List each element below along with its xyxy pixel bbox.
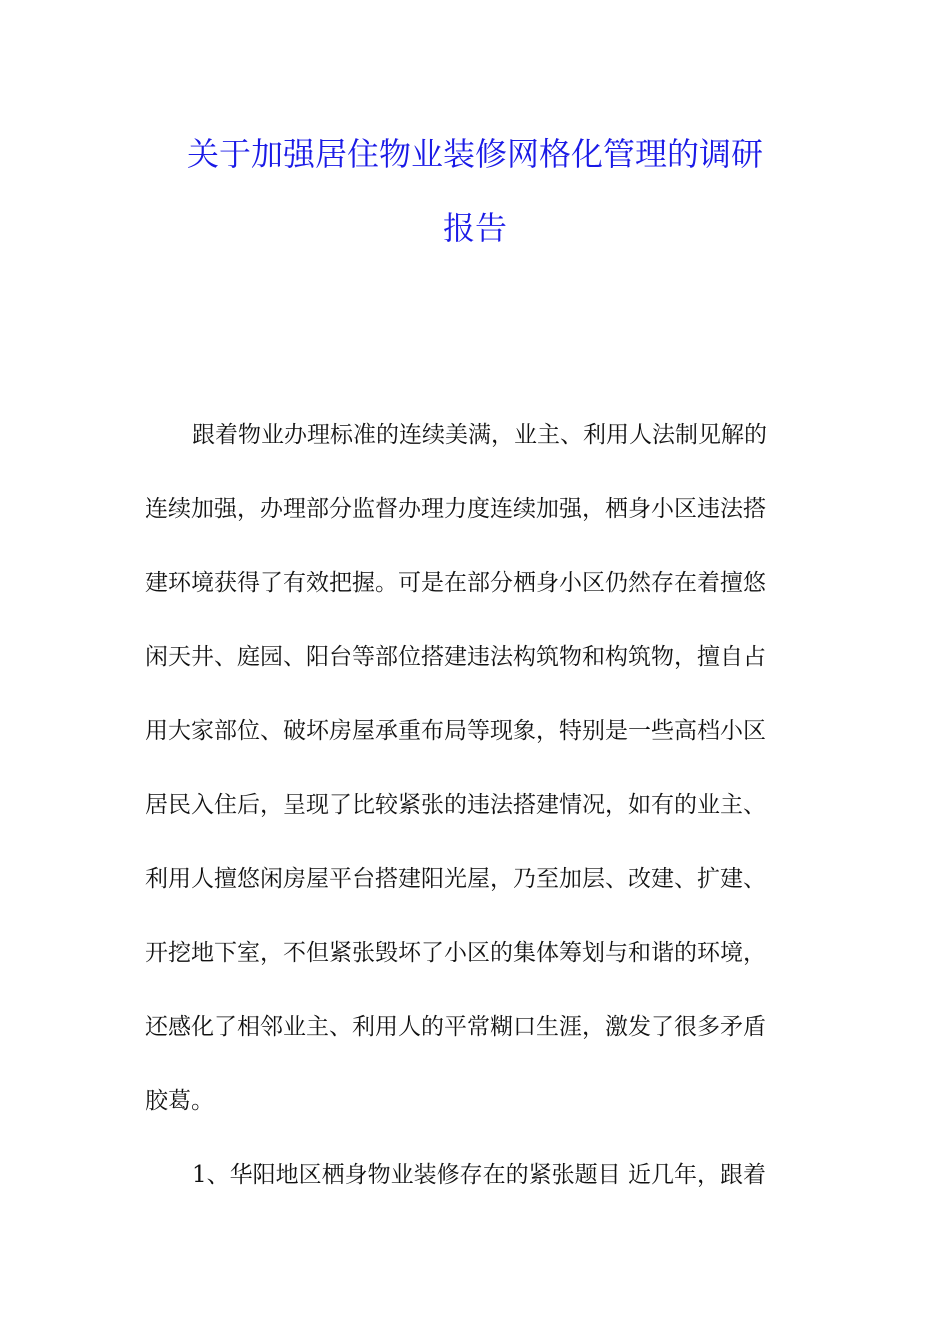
paragraph-line-2: 连续加强，办理部分监督办理力度连续加强，栖身小区违法搭 bbox=[145, 496, 766, 522]
section-heading-line: 1、华阳地区栖身物业装修存在的紧张题目 近几年，跟着 bbox=[192, 1162, 766, 1188]
paragraph-line-9: 还感化了相邻业主、利用人的平常糊口生涯，激发了很多矛盾 bbox=[145, 1014, 766, 1040]
document-title-line-2: 报告 bbox=[442, 209, 507, 247]
paragraph-line-10: 胶葛。 bbox=[145, 1088, 214, 1114]
paragraph-line-1: 跟着物业办理标准的连续美满，业主、利用人法制见解的 bbox=[192, 422, 767, 448]
paragraph-line-5: 用大家部位、破坏房屋承重布局等现象，特别是一些高档小区 bbox=[145, 718, 766, 744]
document-title-line-1: 关于加强居住物业装修网格化管理的调研 bbox=[186, 135, 763, 173]
paragraph-line-8: 开挖地下室，不但紧张毁坏了小区的集体筹划与和谐的环境， bbox=[145, 940, 766, 966]
paragraph-line-7: 利用人擅悠闲房屋平台搭建阳光屋，乃至加层、改建、扩建、 bbox=[145, 866, 766, 892]
paragraph-line-4: 闲天井、庭园、阳台等部位搭建违法构筑物和构筑物，擅自占 bbox=[145, 644, 766, 670]
paragraph-line-6: 居民入住后，呈现了比较紧张的违法搭建情况，如有的业主、 bbox=[145, 792, 766, 818]
paragraph-line-3: 建环境获得了有效把握。可是在部分栖身小区仍然存在着擅悠 bbox=[145, 570, 766, 596]
